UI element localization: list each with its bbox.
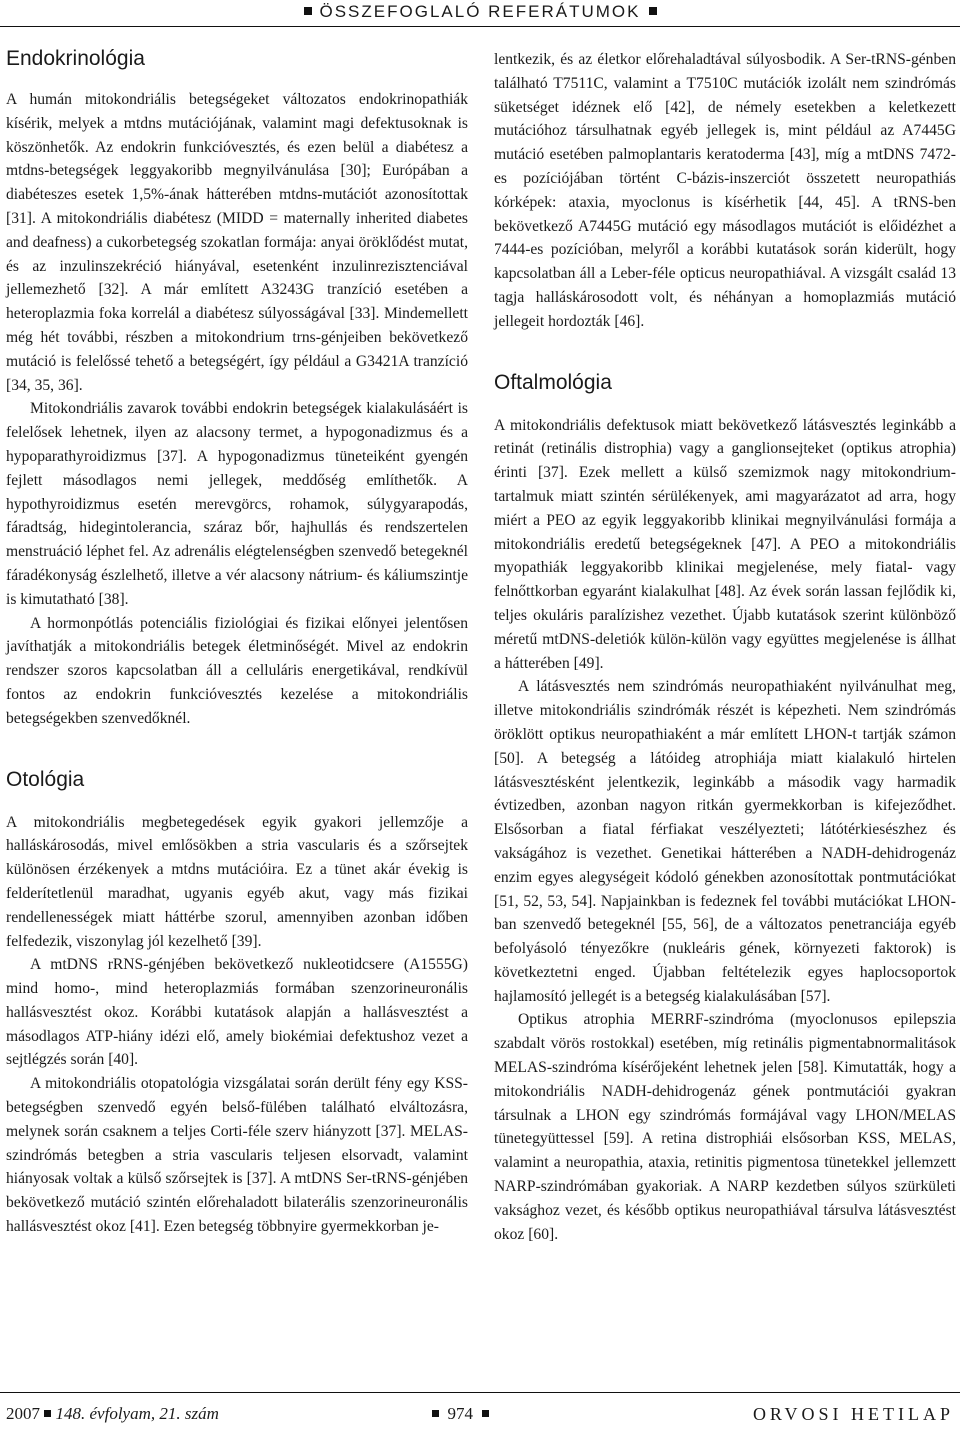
issue-number: 21. szám	[159, 1404, 219, 1423]
paragraph: A mitokondriális defektusok miatt bekövetkező látásvesztés leginkább a retinát (retinális distrophia) vagy a ganglionsejteket (optikus atrophia) érinti [37]. Ezek mellett a külső szemizmok nagy mitokondrium-tartalmuk miatt szintén sérülékenyek, ami magyarázatot ad arra, hogy miért a PEO az egyik leggyakoribb klinikai megnyilvánulási formája a mitokondriális eredetű betegségeknek [47]. A PEO a mitokondriális myopathiák leggyakoribb klinikai megjelenése, mely fiatal- vagy felnőttkorban egyaránt kialakulhat [48]. Az évek során lassan fejlődik ki, teljes okuláris paralízishez vezethet. Újabb kutatások szerint különböző méretű mtDNS-deletiók külön-külön vagy együttes megjelenése is állhat a hátterében [49].	[494, 416, 956, 672]
square-bullet-icon	[304, 7, 312, 15]
square-bullet-icon	[44, 1410, 51, 1417]
paragraph: A mitokondriális otopatológia vizsgálatai során derült fény egy KSS-betegségben szenvedő egyén belső-fülében található elváltozásra, melynek során csaknem a teljes Corti-féle szerv hiányzott [37]. MELAS-szindrómás betegben a stria vascularis teljesen elsorvadt, valamint hiányosak voltak a külső szőrsejtek is [37]. A mtDNS Ser-tRNS-génjében bekövetkező mutáció szintén előrehaladott bilaterális szenzorineuronális hallásvesztést okoz [41]. Ezen betegség többnyire gyermekkorban je-	[6, 1075, 468, 1236]
issue-info	[6, 1400, 219, 1428]
square-bullet-icon	[432, 1410, 439, 1417]
paragraph: A látásvesztés nem szindrómás neuropathiaként nyilvánulhat meg, illetve mitokondriális szindrómák részét is képezheti. Nem szindrómás öröklött optikus neuropathiaként a már említett LHON-t tartják számon [50]. A betegség a látóideg atrophiája miatt kialakuló hirtelen látásvesztésként jelentkezik, leginkább a második vagy harmadik évtizedben, azonban nagyon ritkán gyermekkorban is kifejeződhet. Elsősorban a fiatal férfiakat veszélyezteti; látótérkiesészhez és vakságához is vezethet. Genetikai hátterében a NADH-dehidrogenáz enzim egyes alegységeit kódoló génekben azonosítottak pontmutációkat [51, 52, 53, 54]. Napjainkban is fedeznek fel további mutációkat LHON-ban szenvedő betegeknél [55, 56], de a változatos penetranciája egyéb befolyásoló tényezőkre (nukleáris gének, környezeti faktorok) is következtetni enged. Újabban feltételezik egyes haplocsoportok hajlamosító jellegét is a betegség kialakulásában [57].	[494, 678, 956, 1005]
paragraph: lentkezik, és az életkor előrehaladtával súlyosbodik. A Ser-tRNS-génben található T7511C, valamint a T7510C mutációk izolált nem szindrómás süketséget idéznek elő [42], de némely esetekben a keletkezett mutációhoz társulhatnak egyéb jellegek is, mint például az A7445G mutáció esetében palmoplantaris keratoderma [43], míg a mtDNS 7472-es pozíciójában történt C-bázis-inszerciót összetett neuropathiás kórképek: ataxia, myoclonus is kísérhetik [44, 45]. A tRNS-ben bekövetkező A7445G mutáció egy másodlagos mutációt is előidézhet a 7444-es pozícióban, melyről a korábbi kutatások során kiderült, hogy kapcsolatban áll a Leber-féle opticus neuropathiával. A vizsgált család 13 tagja halláskárosodott volt, és néhányan a homoplazmiás mutáció jellegeit hordozták [46].	[494, 51, 956, 330]
page-number: 974	[447, 1404, 473, 1423]
paragraph: Mitokondriális zavarok további endokrin betegségek kialakulásáért is felelősek lehetnek, ilyen az alacsony termet, a hypogonadizmus és a hypoparathyroidizmus [37]. A hypogonadizmus tüneteiként gyengén fejlett másodlagos nemi jellegek, meddőség említhetők. A hypothyroidizmus esetén merevgörcs, rohamok, súlygyarapodás, fáradtság, hidegintolerancia, száraz bőr, hajhullás és rendszertelen menstruáció léphet fel. Az adrenális elégtelenségben szenvedő betegeknél fáradékonyság észlelhető, illetve a vér alacsony nátrium- és káliumszintje is kimutatható [38].	[6, 400, 468, 608]
heading-otologia: Otológia	[6, 767, 85, 791]
square-bullet-icon	[649, 7, 657, 15]
section-title: ÖSSZEFOGLALÓ REFERÁTUMOK	[319, 2, 641, 21]
paragraph: A mtDNS rRNS-génjében bekövetkező nukleotidcsere (A1555G) mind homo-, mind heteroplazmiás formában szenzorineuronális hallásvesztést okoz. Korábbi kutatások alapján a hallásvesztést a másodlagos ATP-hiány idézi elő, amely biokémiai defektushoz vezet a sejtlégzés során [40].	[6, 956, 468, 1069]
volume: 148. évfolyam,	[55, 1404, 156, 1423]
heading-oftalmologia: Oftalmológia	[494, 370, 612, 394]
paragraph: Optikus atrophia MERRF-szindróma (myoclonusos epilepszia szabdalt vörös rostokkal) esetében, míg retinális pigmentabnormalitások MELAS-szindróma kísérőjeként lehetnek jelen [58]. Kimutatták, hogy a mitokondriális NADH-dehidrogenáz gének pontmutációi gyakran társulnak a LHON egy szindrómás formájával vagy LHON/MELAS tünetegyüttessel [59]. A retina distrophiái elsősorban KSS, MELAS, valamint a neuropathia, ataxia, retinitis pigmentosa tünetekkel jellemzett NARP-szindrómában gyakoriak. A NARP kezdetben súlyos szürkületi vaksághoz vezet, és később optikus neuropathiával társulva látásvesztést okoz [60].	[494, 1011, 956, 1243]
running-header	[0, 0, 960, 26]
heading-endokrinologia: Endokrinológia	[6, 47, 145, 70]
right-column	[494, 48, 956, 1246]
square-bullet-icon	[482, 1410, 489, 1417]
year: 2007	[6, 1404, 40, 1423]
header-rule	[0, 26, 960, 27]
paragraph: A humán mitokondriális betegségeket változatos endokrinopathiák kísérik, melyek a mtdns mutációjának, valamint magi defektusoknak is köszönhetők. Az endokrin funkcióvesztés, és ezen belül a diabétesz a mtdns-betegségek leggyakoribb megnyilvánulása [30]; Európában a diabéteszes esetek 1,5%-ának hátterében mtdns-mutációt azonosítottak [31]. A mitokondriális diabétesz (MIDD = maternally inherited diabetes and deafness) a cukorbetegség szokatlan formája: anyai öröklődést mutat, és az inzulinszekréció hiányával, esetenként inzulinrezisztenciával jellemezhető [32]. A már említett A3243G tranzíció esetében a heteroplazmia foka korrelál a diabétesz súlyosságával [33]. Mindemellett még hét további, részben a mitokondrium trns-génjeiben bekövetkező mutáció is felelőssé tehető a betegségért, így például a G3421A tranzíció [34, 35, 36].	[6, 91, 468, 394]
journal-name: ORVOSI HETILAP	[752, 1404, 954, 1424]
footer-rule	[0, 1392, 960, 1393]
paragraph: A hormonpótlás potenciális fiziológiai és fizikai előnyei jelentősen javíthatják a mitokondriális betegek életminőségét. Mivel az endokrin rendszer szoros kapcsolatban áll a celluláris energetikával, rendkívül fontos az endokrin funkcióvesztés kezelése a mitokondriális betegségekben szenvedőknél.	[6, 614, 468, 727]
paragraph: A mitokondriális megbetegedések egyik gyakori jellemzője a halláskárosodás, mivel emlősökben a stria vascularis és a szőrsejtek különösen érzékenyek a mtdns mutációira. Ez a tünet akár évekig is felderítetlenül maradhat, ugyanis egyéb akut, vagy más fizikai rendellenességek miatt háttérbe szorul, amennyiben azonban időben felfedezik, viszonylag jól kezelhető [39].	[6, 813, 468, 950]
running-footer	[0, 1400, 960, 1428]
left-column	[6, 44, 468, 1239]
page-number-block	[432, 1400, 489, 1428]
